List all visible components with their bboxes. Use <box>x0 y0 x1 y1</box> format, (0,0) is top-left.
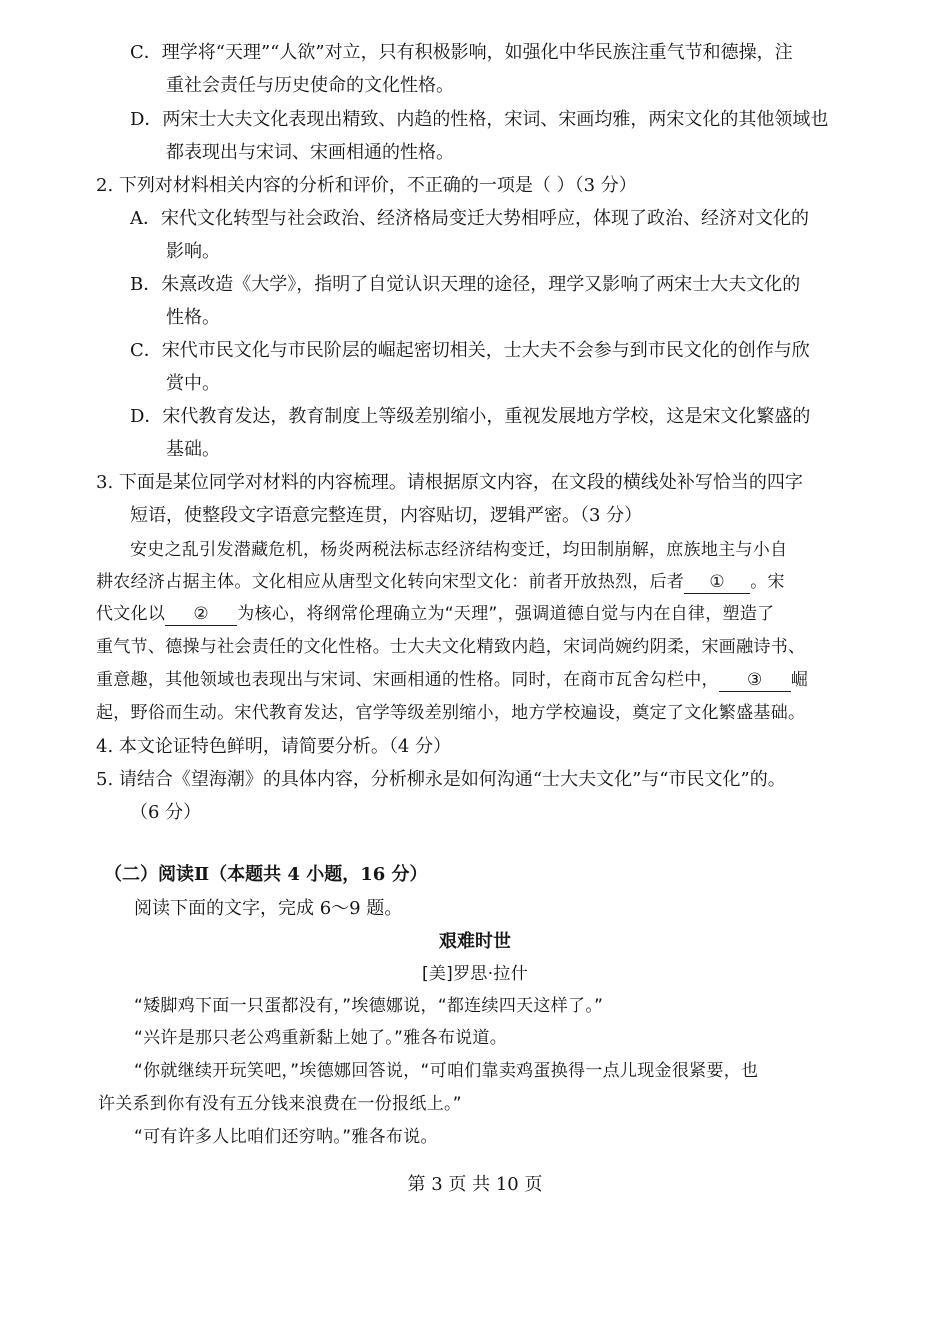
q5-stem-line2: （6 分） <box>130 802 202 823</box>
q2-option-c-line2: 赏中。 <box>166 373 220 394</box>
story-author: [美]罗思·拉什 <box>421 964 529 984</box>
q3-passage-text: 。宋 <box>750 572 785 592</box>
section-heading: （二）阅读Ⅱ（本题共 4 小题，16 分） <box>104 864 428 885</box>
q3-passage-line1: 安史之乱引发潜藏危机，杨炎两税法标志经济结构变迁，均田制崩解，庶族地主与小自 <box>130 540 788 560</box>
story-paragraph: “你就继续开玩笑吧，”埃德娜回答说，“可咱们靠卖鸡蛋换得一点儿现金很紧要，也 <box>134 1061 759 1081</box>
section-instruction: 阅读下面的文字，完成 6～9 题。 <box>134 898 403 919</box>
q2-option-a-line2: 影响。 <box>166 241 220 262</box>
q1-option-d-line2: 都表现出与宋词、宋画相通的性格。 <box>166 142 454 163</box>
q2-option-c-line1: C．宋代市民文化与市民阶层的崛起密切相关，士大夫不会参与到市民文化的创作与欣 <box>130 340 810 361</box>
q3-passage-text: 崛 <box>790 670 809 690</box>
story-paragraph: “可有许多人比咱们还穷呐。”雅各布说。 <box>134 1127 438 1147</box>
q2-option-a-line1: A．宋代文化转型与社会政治、经济格局变迁大势相呼应，体现了政治、经济对文化的 <box>130 208 809 229</box>
answer-blank-1[interactable]: ① <box>684 571 750 594</box>
q3-passage-line3 <box>96 601 774 627</box>
q2-option-d-line1: D．宋代教育发达，教育制度上等级差别缩小，重视发展地方学校，这是宋文化繁盛的 <box>130 406 811 427</box>
q3-passage-text: 代文化以 <box>96 604 166 624</box>
q3-stem-line2: 短语，使整段文字语意完整连贯，内容贴切，逻辑严密。（3 分） <box>130 505 643 526</box>
q5-stem-line1: 5. 请结合《望海潮》的具体内容，分析柳永是如何沟通“士大夫文化”与“市民文化”的。 <box>96 769 786 790</box>
q3-passage-line4: 重气节、德操与社会责任的文化性格。士大夫文化精致内趋，宋词尚婉约阴柔，宋画融诗书、 <box>96 637 806 657</box>
story-paragraph-cont: 许关系到你有没有五分钱来浪费在一份报纸上。” <box>98 1094 462 1114</box>
answer-blank-3[interactable]: ③ <box>719 669 791 692</box>
story-paragraph: “兴许是那只老公鸡重新黏上她了。”雅各布说道。 <box>134 1028 508 1048</box>
q3-passage-line6: 起，野俗而生动。宋代教育发达，官学等级差别缩小，地方学校遍设，奠定了文化繁盛基础。 <box>96 703 806 723</box>
answer-blank-2[interactable]: ② <box>165 603 237 626</box>
q3-passage-line2 <box>96 569 785 595</box>
q1-option-c-line1: C．理学将“天理”“人欲”对立，只有积极影响，如强化中华民族注重气节和德操，注 <box>130 42 793 63</box>
q2-option-b-line2: 性格。 <box>166 307 220 328</box>
q2-stem: 2. 下列对材料相关内容的分析和评价，不正确的一项是（ ）（3 分） <box>96 175 637 196</box>
q2-option-d-line2: 基础。 <box>166 439 220 460</box>
q3-stem-line1: 3. 下面是某位同学对材料的内容梳理。请根据原文内容，在文段的横线处补写恰当的四字 <box>96 472 803 493</box>
q4-stem: 4. 本文论证特色鲜明，请简要分析。（4 分） <box>96 736 452 757</box>
page-number: 第 3 页 共 10 页 <box>407 1174 543 1195</box>
q1-option-d-line1: D．两宋士大夫文化表现出精致、内趋的性格，宋词、宋画均雅，两宋文化的其他领域也 <box>130 109 829 130</box>
story-paragraph: “矮脚鸡下面一只蛋都没有，”埃德娜说，“都连续四天这样了。” <box>134 996 604 1016</box>
q2-option-b-line1: B．朱熹改造《大学》，指明了自觉认识天理的途径，理学又影响了两宋士大夫文化的 <box>130 274 801 295</box>
q3-passage-text: 为核心，将纲常伦理确立为“天理”，强调道德自觉与内在自律，塑造了 <box>237 604 775 624</box>
q1-option-c-line2: 重社会责任与历史使命的文化性格。 <box>166 75 454 96</box>
q3-passage-line5 <box>96 667 808 693</box>
story-title: 艰难时世 <box>439 931 511 952</box>
q3-passage-text: 重意趣，其他领域也表现出与宋词、宋画相通的性格。同时，在商市瓦舍勾栏中， <box>96 670 719 690</box>
q3-passage-text: 耕农经济占据主体。文化相应从唐型文化转向宋型文化：前者开放热烈，后者 <box>96 572 685 592</box>
